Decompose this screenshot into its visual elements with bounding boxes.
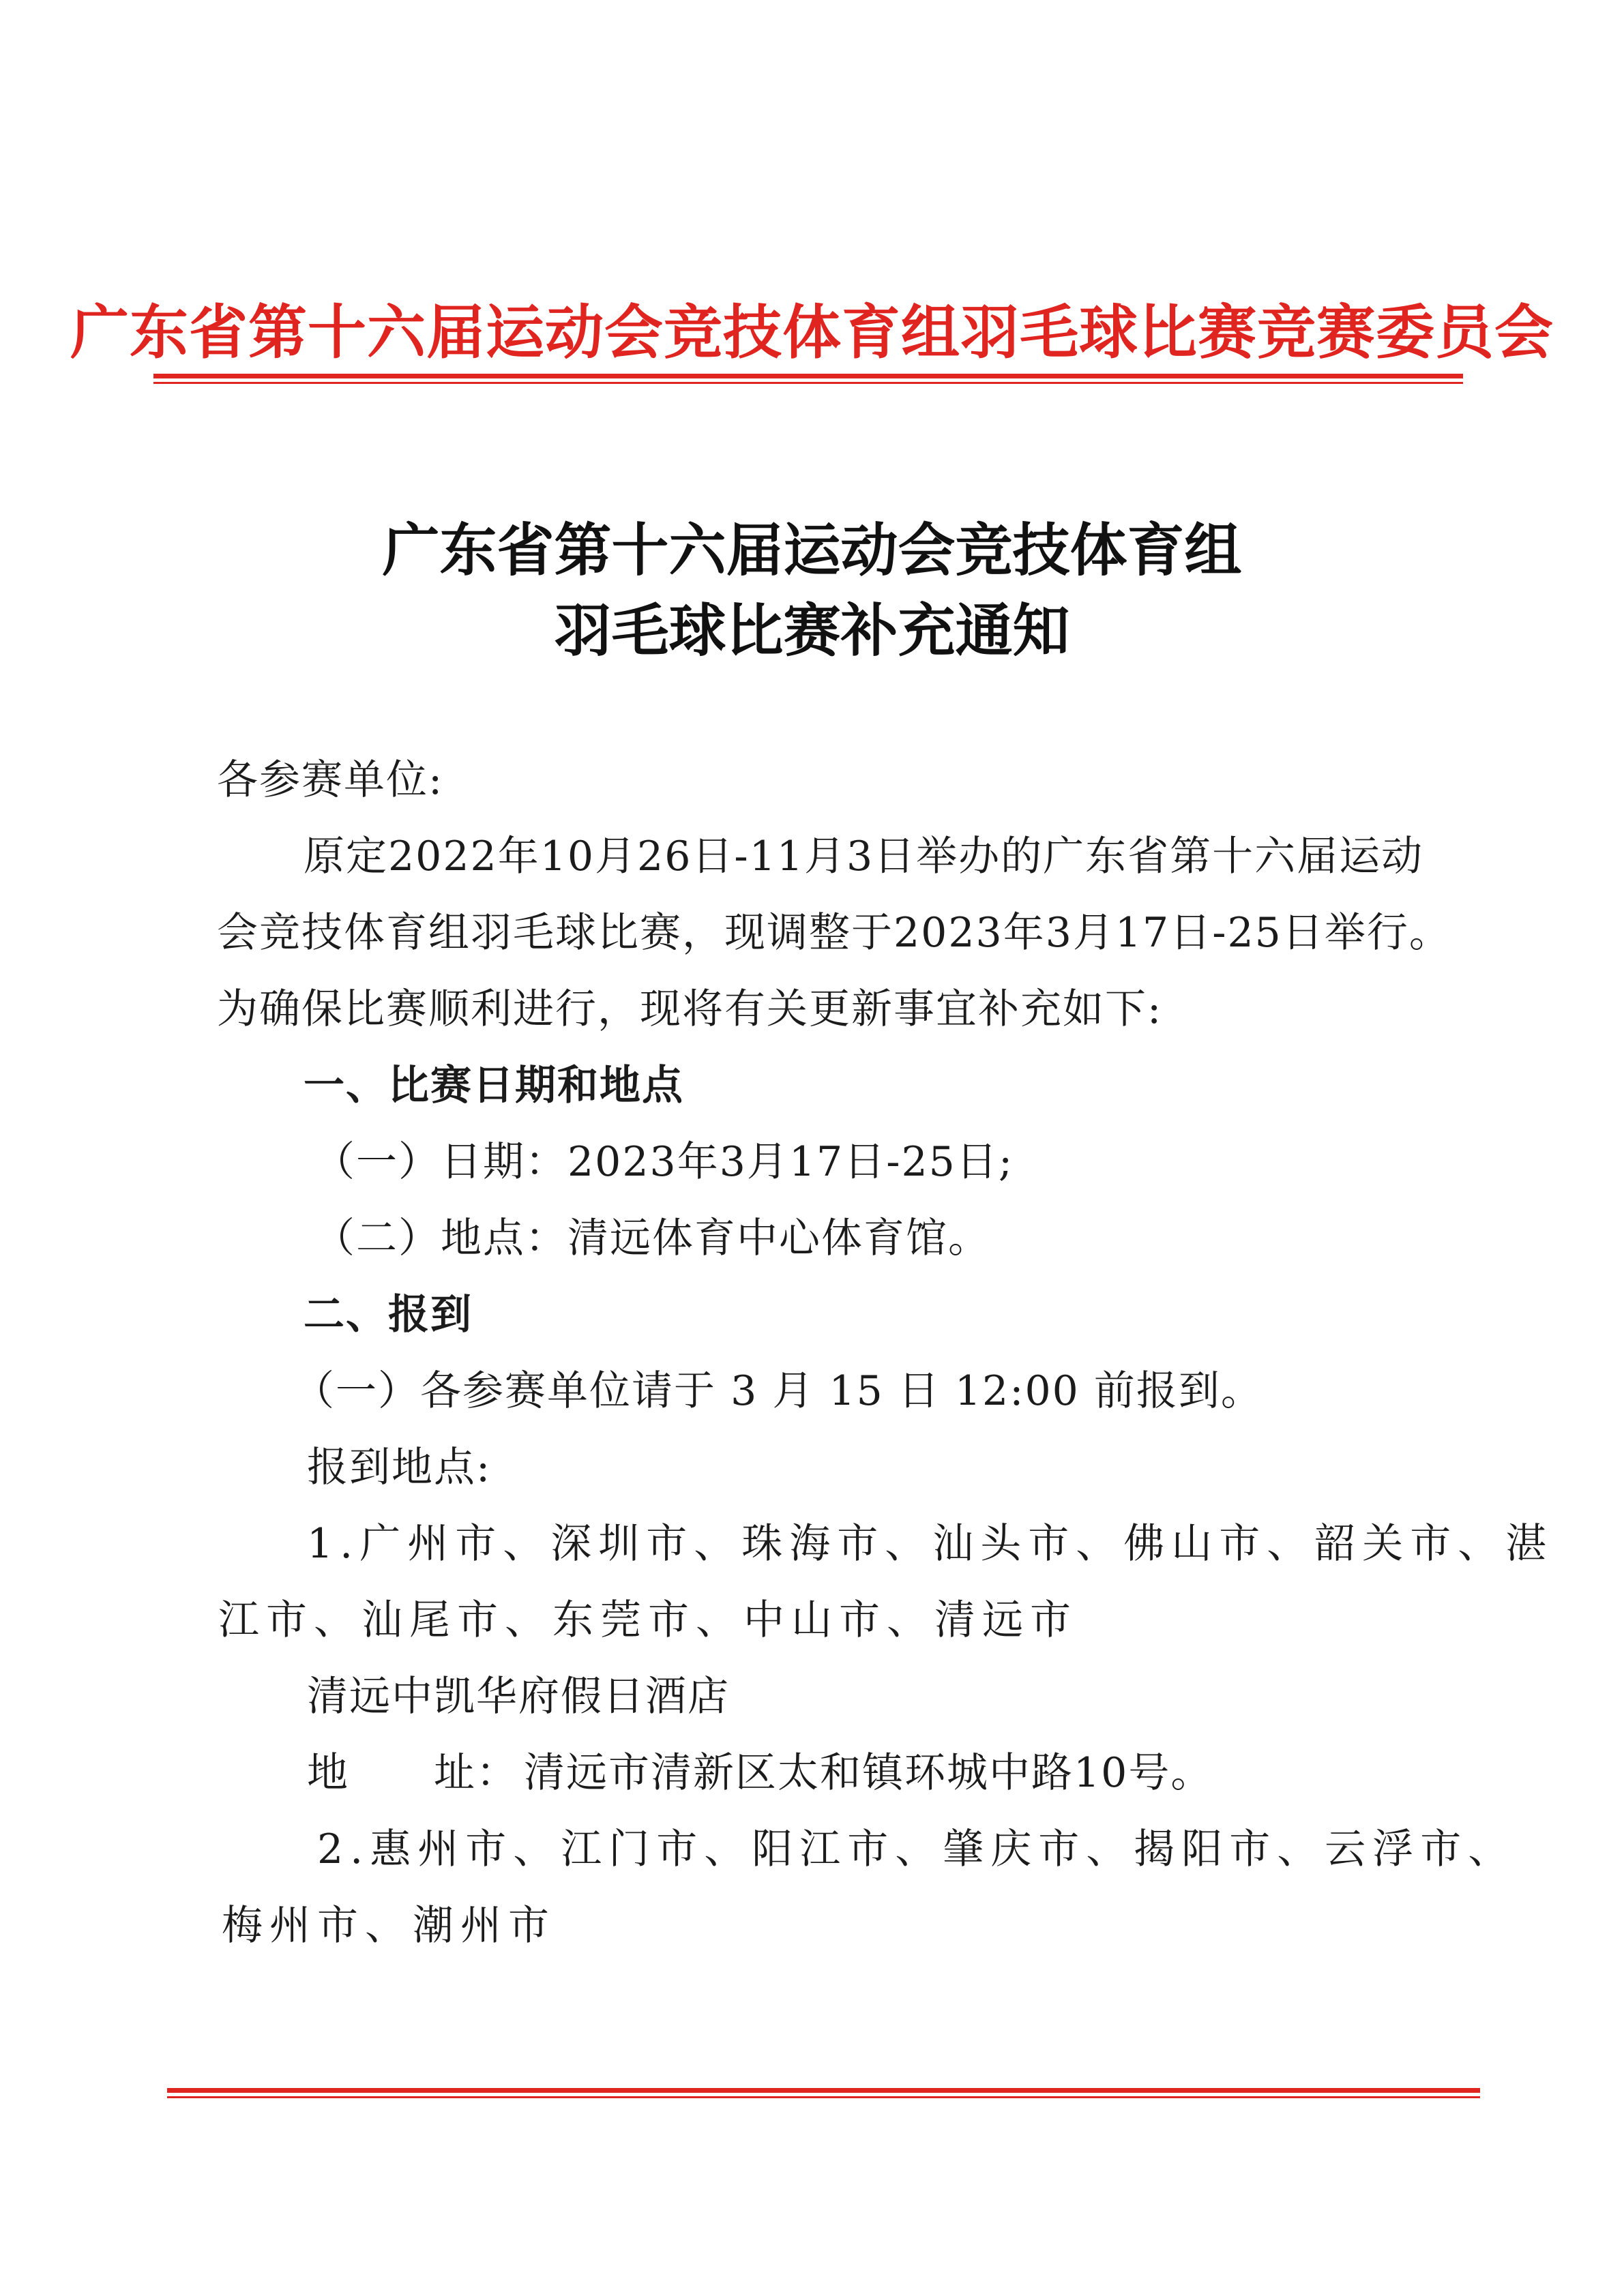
issuer-header: 广东省第十六届运动会竞技体育组羽毛球比赛竞赛委员会	[70, 298, 1554, 367]
intro-line-2: 会竞技体育组羽毛球比赛，现调整于2023年3月17日-25日举行。	[217, 909, 1451, 957]
section-1-heading: 一、比赛日期和地点	[304, 1062, 684, 1109]
footer-rule-thin	[167, 2096, 1480, 2098]
document-title-line2: 羽毛球比赛补充通知	[554, 597, 1070, 664]
section-2-deadline: （一）各参赛单位请于 3 月 15 日 12:00 前报到。	[293, 1367, 1263, 1415]
report-location-label: 报到地点:	[307, 1444, 492, 1491]
section-1-venue: （二）地点：清远体育中心体育馆。	[314, 1214, 990, 1262]
section-2-heading: 二、报到	[304, 1291, 473, 1339]
intro-line-1: 原定2022年10月26日-11月3日举办的广东省第十六届运动	[304, 833, 1424, 880]
group-2-cities-line1: 2.惠州市、江门市、阳江市、肇庆市、揭阳市、云浮市、	[317, 1825, 1516, 1873]
address-1: 清远市清新区太和镇环城中路10号。	[524, 1749, 1213, 1797]
address-label: 地 址：	[307, 1749, 518, 1797]
group-1-cities-line1: 1.广州市、深圳市、珠海市、汕头市、佛山市、韶关市、湛	[307, 1520, 1554, 1568]
document-title-line1: 广东省第十六届运动会竞技体育组	[382, 516, 1242, 584]
hotel-1-name: 清远中凯华府假日酒店	[307, 1673, 730, 1720]
group-1-cities-line2: 江市、汕尾市、东莞市、中山市、清远市	[218, 1596, 1078, 1644]
group-2-cities-line2: 梅州市、潮州市	[222, 1902, 556, 1950]
intro-line-3: 为确保比赛顺利进行，现将有关更新事宜补充如下:	[217, 985, 1163, 1033]
footer-rule-thick	[167, 2088, 1480, 2093]
section-1-date: （一）日期：2023年3月17日-25日;	[314, 1138, 1014, 1186]
header-rule-thin	[153, 382, 1463, 384]
salutation: 各参赛单位:	[217, 756, 444, 804]
header-rule-thick	[153, 374, 1463, 378]
